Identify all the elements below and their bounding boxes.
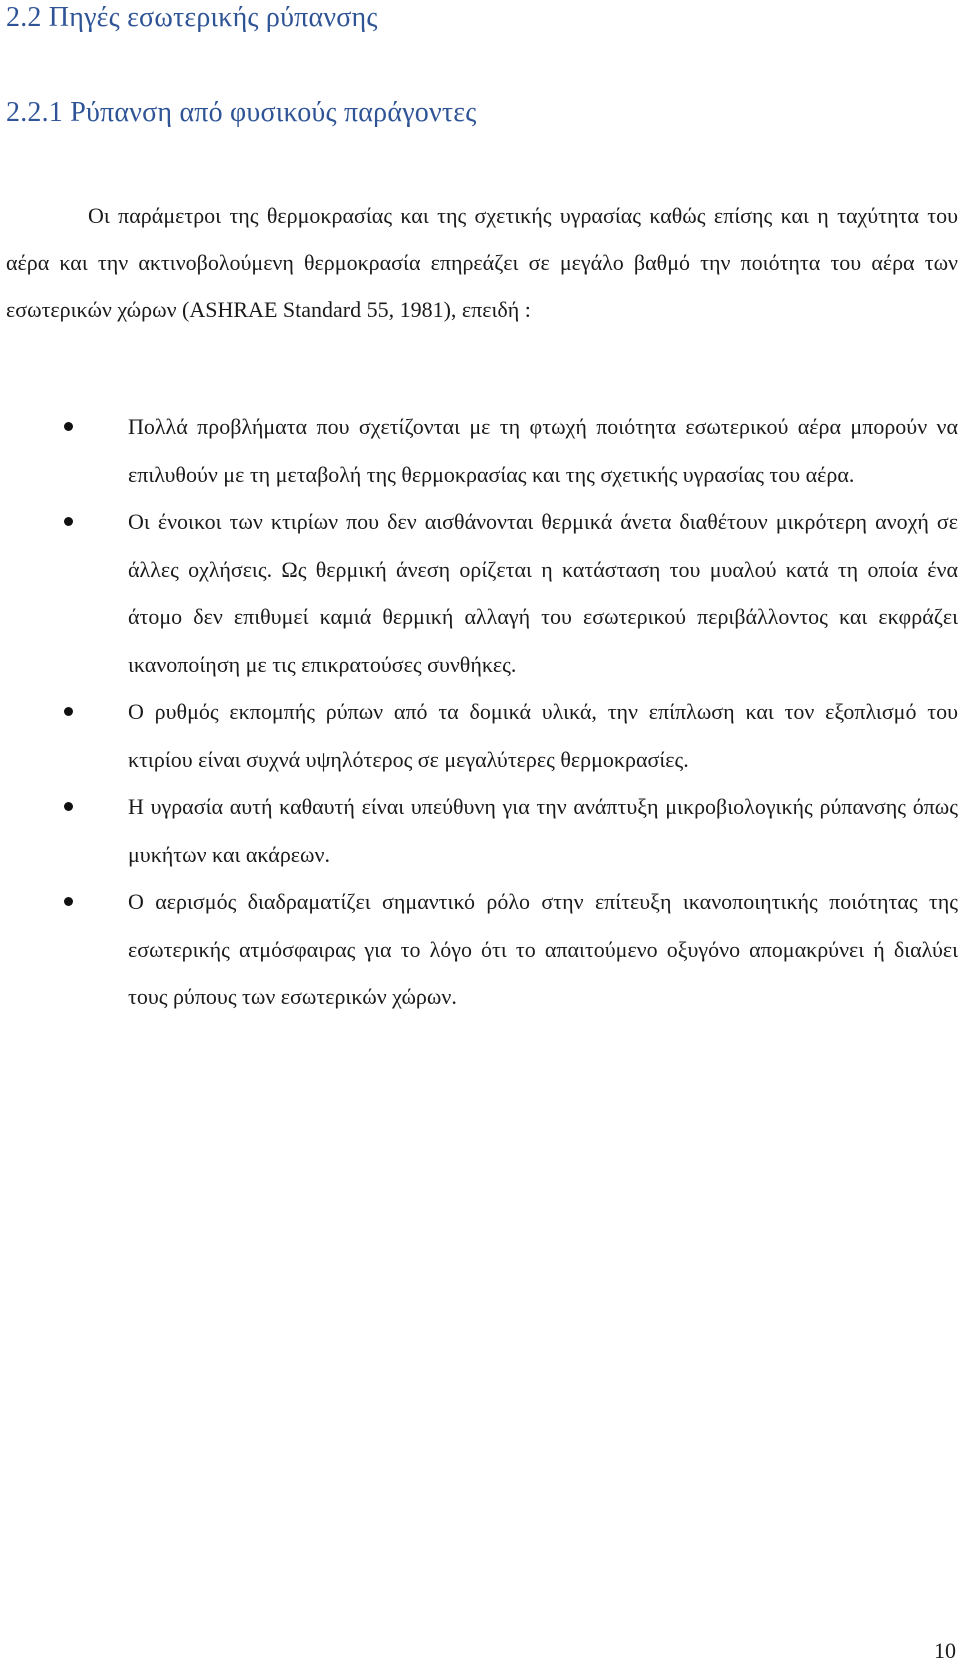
bullet-text: Ο αερισμός διαδραματίζει σημαντικό ρόλο στην επίτευξη ικανοποιητικής ποιότητας της εσωτερικής ατμόσφαιρας για το λόγο ότι το απαιτούμενο οξυγόνο απομακρύνει ή διαλύει τους ρύπους των εσωτερικών χώρων. bbox=[128, 889, 958, 1009]
bullet-list bbox=[0, 403, 958, 1021]
bullet-item bbox=[0, 783, 958, 878]
bullet-item bbox=[0, 498, 958, 688]
bullet-dot-icon bbox=[64, 707, 73, 716]
subsection-heading: 2.2.1 Ρύπανση από φυσικούς παράγοντες bbox=[6, 97, 477, 128]
bullet-text: Η υγρασία αυτή καθαυτή είναι υπεύθυνη για την ανάπτυξη μικροβιολογικής ρύπανσης όπως μυκήτων και ακάρεων. bbox=[128, 794, 958, 867]
bullet-item bbox=[0, 878, 958, 1021]
bullet-text: Οι ένοικοι των κτιρίων που δεν αισθάνονται θερμικά άνετα διαθέτουν μικρότερη ανοχή σε άλλες οχλήσεις. Ως θερμική άνεση ορίζεται η κατάσταση του μυαλού κατά τη οποία ένα άτομο δεν επιθυμεί καμιά θερμική αλλαγή του εσωτερικού περιβάλλοντος και εκφράζει ικανοποίηση με τις επικρατούσες συνθήκες. bbox=[128, 509, 958, 677]
bullet-dot-icon bbox=[64, 802, 73, 811]
bullet-dot-icon bbox=[64, 897, 73, 906]
intro-paragraph: Οι παράμετροι της θερμοκρασίας και της σχετικής υγρασίας καθώς επίσης και η ταχύτητα του αέρα και την ακτινοβολούμενη θερμοκρασία επηρεάζει σε μεγάλο βαθμό την ποιότητα του αέρα των εσωτερικών χώρων (ASHRAE Standard 55, 1981), επειδή : bbox=[6, 203, 958, 322]
bullet-text: Πολλά προβλήματα που σχετίζονται με τη φτωχή ποιότητα εσωτερικού αέρα μπορούν να επιλυθούν με τη μεταβολή της θερμοκρασίας και της σχετικής υγρασίας του αέρα. bbox=[128, 414, 958, 487]
section-heading: 2.2 Πηγές εσωτερικής ρύπανσης bbox=[6, 2, 378, 33]
bullet-text: Ο ρυθμός εκπομπής ρύπων από τα δομικά υλικά, την επίπλωση και τον εξοπλισμό του κτιρίου είναι συχνά υψηλότερος σε μεγαλύτερες θερμοκρασίες. bbox=[128, 699, 958, 772]
page-number: 10 bbox=[934, 1638, 956, 1663]
bullet-dot-icon bbox=[64, 422, 73, 431]
bullet-item bbox=[0, 403, 958, 498]
bullet-item bbox=[0, 688, 958, 783]
bullet-dot-icon bbox=[64, 517, 73, 526]
